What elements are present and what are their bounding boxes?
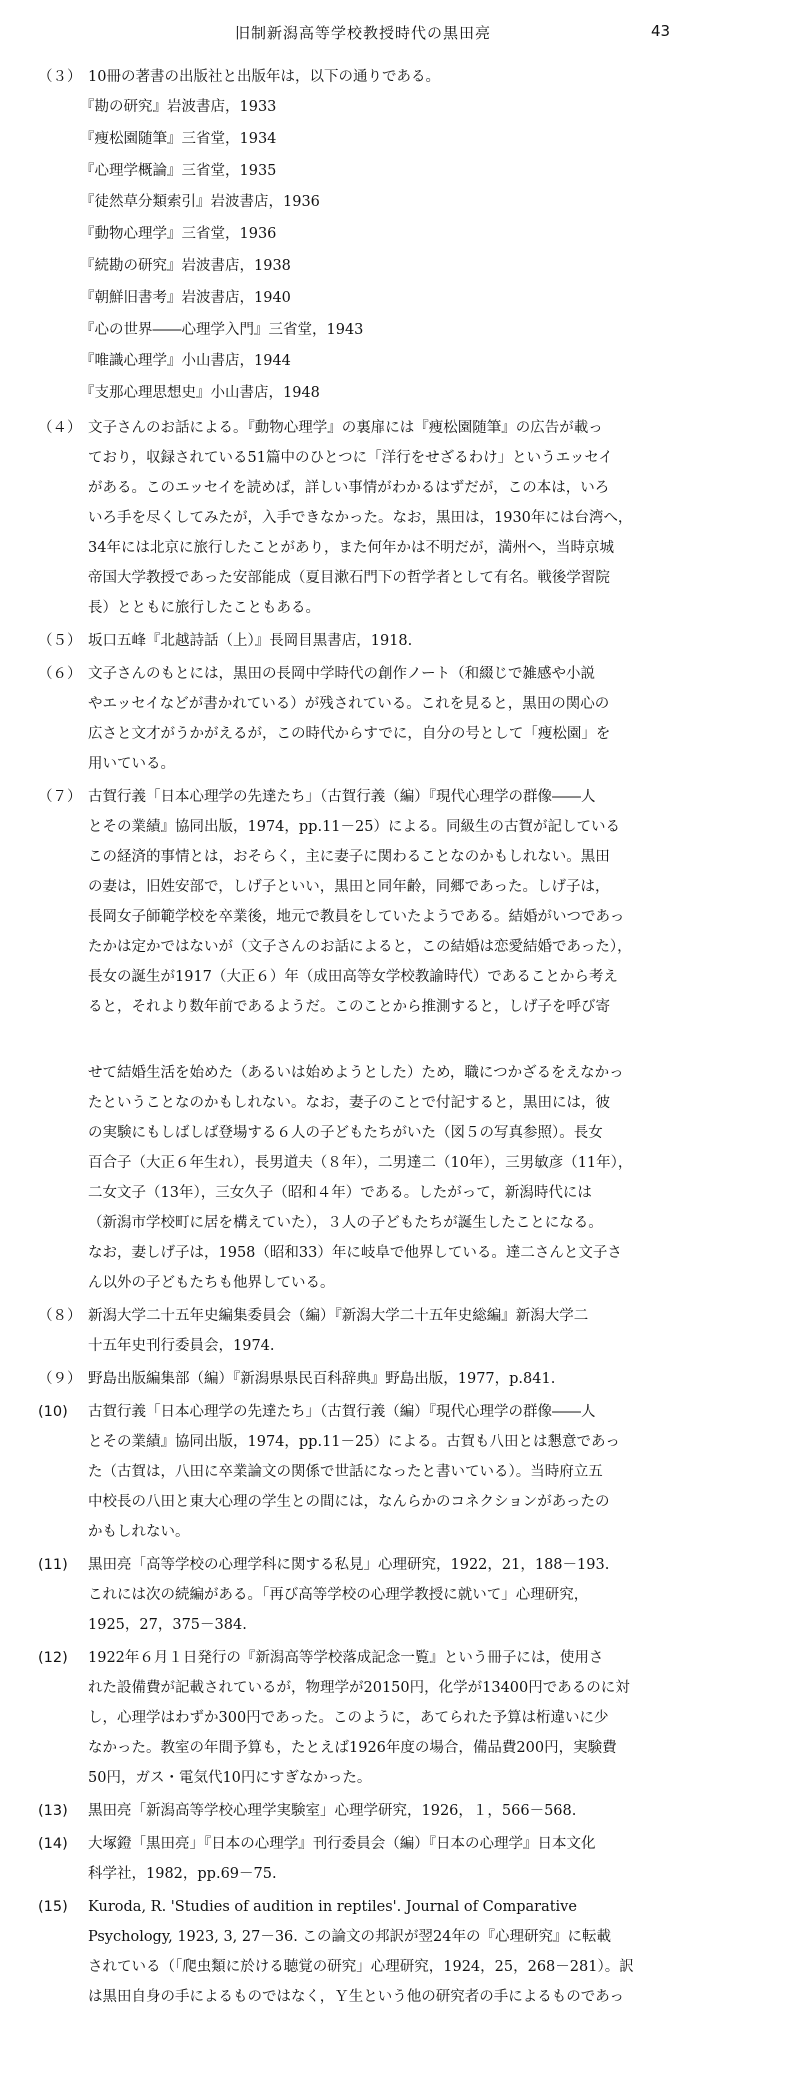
note-number: (12) — [38, 1649, 68, 1666]
note-number: (14) — [38, 1835, 68, 1852]
note-text: 文子さんのもとには，黒田の長岡中学時代の創作ノート（和綴じで雑感や小説 やエッセイなどが書かれている）が残されている。これを見ると，黒田の関心の 広さと文才がうかがえるが，この時代からすでに，自分の号として「痩松園」を 用いている。 — [88, 665, 611, 772]
note-14 — [0, 1829, 800, 1889]
book-item: 『痩松園随筆』三省堂，1934 — [80, 130, 277, 147]
note-number: （５） — [38, 632, 82, 649]
note-text: 古賀行義「日本心理学の先達たち」（古賀行義（編）『現代心理学の群像――人 とその業績』協同出版，1974，pp.11－25）による。同級生の古賀が記している この経済的事情とは，おそらく，主に妻子に関わることなのかもしれない。黒田 の妻は，旧姓安部で，しげ子といい，黒田と同年齢，同郷であった。しげ子は， 長岡女子師範学校を卒業後，地元で教員をしていたようである。結婚がいつであっ たかは定かではないが（文子さんのお話によると，この結婚は恋愛結婚であった）， 長女の誕生が1917（大正６）年（成田高等女学校教諭時代）であることから考え ると，それより数年前であるようだ。このことから推測すると，しげ子を呼び寄 — [88, 788, 632, 1015]
note-number: (10) — [38, 1403, 68, 1420]
book-item: 『唯識心理学』小山書店，1944 — [80, 353, 291, 370]
note-12 — [0, 1643, 800, 1793]
note-13 — [0, 1796, 800, 1826]
page-header — [0, 18, 800, 46]
note-text: 1922年６月１日発行の『新潟高等学校落成記念一覧』という冊子には，使用さ れた設備費が記載されているが，物理学が20150円，化学が13400円であるのに対 し，心理学はわずか300円であった。このように，あてられた予算は桁違いに少 なかった。教室の年間予算も，たとえば1926年度の場合，備品費200円，実験費 50円，ガス・電気代10円にすぎなかった。 — [88, 1649, 630, 1786]
note-11 — [0, 1550, 800, 1640]
page-gap — [0, 1022, 800, 1058]
note-text: 新潟大学二十五年史編集委員会（編）『新潟大学二十五年史総編』新潟大学二 十五年史刊行委員会，1974. — [88, 1307, 589, 1354]
note-number: （３） — [38, 69, 82, 85]
note-number: （６） — [38, 665, 82, 682]
note-10 — [0, 1397, 800, 1547]
book-item: 『続勘の研究』岩波書店，1938 — [80, 257, 291, 274]
note-number: （７） — [38, 788, 82, 805]
page-number: 43 — [651, 22, 671, 40]
book-item: 『動物心理学』三省堂，1936 — [80, 226, 277, 243]
book-list — [80, 92, 800, 410]
note-text: 10冊の著書の出版社と出版年は，以下の通りである。 — [88, 69, 440, 85]
book-item: 『朝鮮旧書考』岩波書店，1940 — [80, 289, 291, 306]
note-5 — [0, 626, 800, 656]
note-number: (15) — [38, 1898, 68, 1915]
note-text: Kuroda, R. 'Studies of audition in reptiles'. Journal of Comparative Psychology, 1923, 3, 27－36. この論文の邦訳が翌24年の『心理研究』に転載 されている（「爬虫類に於ける聴覚の研究」心理研究，1924，25，268－281）。訳 は黒田自身の手によるものではなく，Ｙ生という他の研究者の手によるものであっ — [88, 1898, 634, 2005]
note-text: 古賀行義「日本心理学の先達たち」（古賀行義（編）『現代心理学の群像――人 とその業績』協同出版，1974，pp.11－25）による。古賀も八田とは懇意であっ た（古賀は，八田に卒業論文の関係で世話になったと書いている）。当時府立五 中校長の八田と東大心理の学生との間には，なんらかのコネクションがあったの かもしれない。 — [88, 1403, 620, 1540]
note-15 — [0, 1892, 800, 2012]
notes-body — [0, 62, 800, 2015]
book-item: 『心理学概論』三省堂，1935 — [80, 162, 277, 179]
note-number: （４） — [38, 419, 82, 436]
note-number: （８） — [38, 1307, 82, 1324]
note-7 — [0, 782, 800, 1298]
note-text: 大塚鐙「黒田亮」『日本の心理学』刊行委員会（編）『日本の心理学』日本文化 科学社，1982，pp.69－75. — [88, 1835, 596, 1882]
note-text: 黒田亮「高等学校の心理学科に関する私見」心理研究，1922，21，188－193. これには次の続編がある。「再び高等学校の心理学教授に就いて」心理研究， 1925，27，375－384. — [88, 1556, 610, 1633]
note-8 — [0, 1301, 800, 1361]
note-number: (13) — [38, 1802, 68, 1819]
note-number: (11) — [38, 1556, 68, 1573]
note-4 — [0, 413, 800, 623]
note-text: 黒田亮「新潟高等学校心理学実験室」心理学研究，1926，１，566－568. — [88, 1802, 577, 1819]
book-item: 『心の世界――心理学入門』三省堂，1943 — [80, 321, 364, 338]
note-text: 坂口五峰『北越詩話（上）』長岡目黒書店，1918. — [88, 632, 413, 649]
note-text: 野島出版編集部（編）『新潟県県民百科辞典』野島出版，1977，p.841. — [88, 1370, 556, 1387]
note-9 — [0, 1364, 800, 1394]
note-text-continued: せて結婚生活を始めた（あるいは始めようとした）ため，職につかざるをえなかっ たということなのかもしれない。なお，妻子のことで付記すると，黒田には，彼 の実験にもしばしば登場する６人の子どもたちがいた（図５の写真参照）。長女 百合子（大正６年生れ），長男道夫（８年），二男達二（10年），三男敏彦（11年）， 二女文子（13年），三女久子（昭和４年）である。したがって，新潟時代には （新潟市学校町に居を構えていた），３人の子どもたちが誕生したことになる。 なお，妻しげ子は，1958（昭和33）年に岐阜で他界している。達二さんと文子さ ん以外の子どもたちも他界している。 — [88, 1064, 633, 1291]
book-item: 『徒然草分類索引』岩波書店，1936 — [80, 194, 320, 211]
note-3 — [0, 62, 800, 410]
book-item: 『勘の研究』岩波書店，1933 — [80, 99, 277, 115]
note-6 — [0, 659, 800, 779]
note-text: 文子さんのお話による。『動物心理学』の裏扉には『痩松園随筆』の広告が載っ ており，収録されている51篇中のひとつに「洋行をせざるわけ」というエッセイ がある。このエッセイを読めば，詳しい事情がわかるはずだが，この本は，いろ いろ手を尽くしてみたが，入手できなかった。なお，黒田は，1930年には台湾へ， 34年には北京に旅行したことがあり，また何年かは不明だが，満州へ，当時京城 帝国大学教授であった安部能成（夏目漱石門下の哲学者として有名。戦後学習院 長）とともに旅行したこともある。 — [88, 419, 633, 616]
note-number: （９） — [38, 1370, 82, 1387]
running-title: 旧制新潟高等学校教授時代の黒田亮 — [235, 24, 492, 42]
book-item: 『支那心理思想史』小山書店，1948 — [80, 385, 320, 402]
